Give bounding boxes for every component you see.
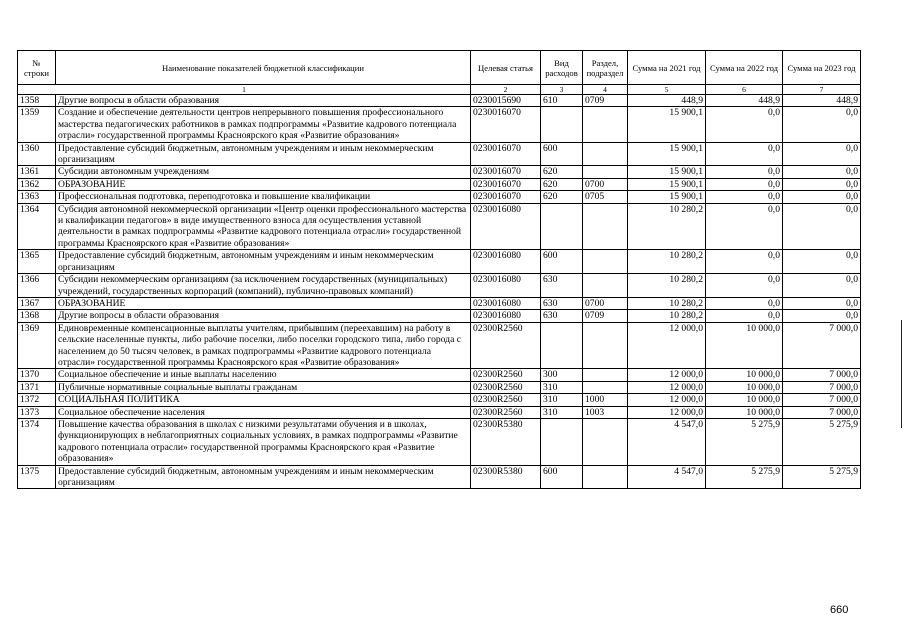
target-article-cell: 02300R2560 <box>471 406 541 418</box>
sum-2022-cell: 10 000,0 <box>706 394 783 406</box>
section-cell: 0709 <box>583 310 628 322</box>
sum-2022-cell: 0,0 <box>706 274 783 298</box>
row-number-cell: 1360 <box>18 142 56 166</box>
row-number-cell: 1369 <box>18 322 56 369</box>
sum-2023-cell: 7 000,0 <box>783 406 861 418</box>
expense-type-cell <box>541 107 583 142</box>
table-row <box>18 310 861 322</box>
sum-2021-cell: 12 000,0 <box>628 394 706 406</box>
sum-2023-cell: 5 275,9 <box>783 465 861 489</box>
sum-2022-cell: 0,0 <box>706 107 783 142</box>
table-row <box>18 418 861 465</box>
section-cell <box>583 203 628 250</box>
sum-2021-cell: 10 280,2 <box>628 297 706 309</box>
table-row <box>18 369 861 381</box>
sum-2021-cell: 15 900,1 <box>628 166 706 178</box>
expense-type-cell: 310 <box>541 406 583 418</box>
expense-type-cell: 620 <box>541 178 583 190</box>
header-sum-2023: Сумма на 2023 год <box>783 51 861 85</box>
table-row <box>18 95 861 107</box>
target-article-cell: 02300R2560 <box>471 369 541 381</box>
table-row <box>18 465 861 489</box>
sum-2023-cell: 7 000,0 <box>783 381 861 393</box>
sum-2023-cell: 0,0 <box>783 178 861 190</box>
table-body <box>18 95 861 489</box>
name-cell: Публичные нормативные социальные выплаты гражданам <box>56 381 471 393</box>
section-cell: 0700 <box>583 178 628 190</box>
row-number-cell: 1364 <box>18 203 56 250</box>
budget-table <box>17 50 861 489</box>
section-cell: 0709 <box>583 95 628 107</box>
sum-2022-cell: 5 275,9 <box>706 418 783 465</box>
expense-type-cell: 620 <box>541 166 583 178</box>
table-row <box>18 178 861 190</box>
header-row-number: № строки <box>18 51 56 85</box>
header-sum-2022: Сумма на 2022 год <box>706 51 783 85</box>
target-article-cell: 0230016080 <box>471 310 541 322</box>
target-article-cell: 02300R2560 <box>471 381 541 393</box>
table-header <box>18 51 861 95</box>
name-cell: Предоставление субсидий бюджетным, автономным учреждениям и иным некоммерческим организациям <box>56 465 471 489</box>
sum-2022-cell: 5 275,9 <box>706 465 783 489</box>
expense-type-cell: 620 <box>541 191 583 203</box>
target-article-cell: 02300R2560 <box>471 322 541 369</box>
row-number-cell: 1368 <box>18 310 56 322</box>
expense-type-cell: 310 <box>541 394 583 406</box>
expense-type-cell: 630 <box>541 310 583 322</box>
sum-2022-cell: 0,0 <box>706 203 783 250</box>
sum-2023-cell: 0,0 <box>783 274 861 298</box>
sum-2022-cell: 0,0 <box>706 297 783 309</box>
column-number: 2 <box>471 85 541 95</box>
sum-2021-cell: 15 900,1 <box>628 191 706 203</box>
row-number-cell: 1366 <box>18 274 56 298</box>
sum-2023-cell: 7 000,0 <box>783 394 861 406</box>
row-number-cell: 1365 <box>18 250 56 274</box>
header-sum-2021: Сумма на 2021 год <box>628 51 706 85</box>
sum-2022-cell: 0,0 <box>706 310 783 322</box>
sum-2023-cell: 0,0 <box>783 191 861 203</box>
table-row <box>18 166 861 178</box>
sum-2023-cell: 7 000,0 <box>783 369 861 381</box>
table-row <box>18 142 861 166</box>
sum-2022-cell: 10 000,0 <box>706 406 783 418</box>
sum-2023-cell: 448,9 <box>783 95 861 107</box>
name-cell: Другие вопросы в области образования <box>56 310 471 322</box>
column-number: 3 <box>541 85 583 95</box>
row-number-cell: 1361 <box>18 166 56 178</box>
table-row <box>18 203 861 250</box>
section-cell: 1000 <box>583 394 628 406</box>
sum-2022-cell: 0,0 <box>706 178 783 190</box>
name-cell: Повышение качества образования в школах с низкими результатами обучения и в школах, функционирующих в неблагоприятных социальных условиях, в рамках подпрограммы «Развитие кадрового потенциала отрасли» государственной программы Красноярского края «Развитие образования» <box>56 418 471 465</box>
section-cell <box>583 322 628 369</box>
table-row <box>18 381 861 393</box>
row-number-cell: 1375 <box>18 465 56 489</box>
table-row <box>18 274 861 298</box>
row-number-cell: 1371 <box>18 381 56 393</box>
name-cell: Субсидии автономным учреждениям <box>56 166 471 178</box>
row-number-cell: 1373 <box>18 406 56 418</box>
column-number: 7 <box>783 85 861 95</box>
sum-2021-cell: 12 000,0 <box>628 369 706 381</box>
section-cell <box>583 418 628 465</box>
sum-2021-cell: 10 280,2 <box>628 250 706 274</box>
expense-type-cell: 600 <box>541 142 583 166</box>
sum-2023-cell: 0,0 <box>783 310 861 322</box>
sum-2023-cell: 0,0 <box>783 142 861 166</box>
section-cell <box>583 107 628 142</box>
name-cell: СОЦИАЛЬНАЯ ПОЛИТИКА <box>56 394 471 406</box>
target-article-cell: 0230016080 <box>471 250 541 274</box>
sum-2023-cell: 7 000,0 <box>783 322 861 369</box>
name-cell: ОБРАЗОВАНИЕ <box>56 178 471 190</box>
expense-type-cell: 300 <box>541 369 583 381</box>
table-row <box>18 191 861 203</box>
column-numbers-row <box>18 85 861 95</box>
scan-edge-mark <box>901 320 902 428</box>
target-article-cell: 0230016070 <box>471 107 541 142</box>
section-cell <box>583 381 628 393</box>
section-cell <box>583 166 628 178</box>
expense-type-cell: 630 <box>541 297 583 309</box>
header-target-article: Целевая статья <box>471 51 541 85</box>
expense-type-cell: 600 <box>541 465 583 489</box>
target-article-cell: 02300R5380 <box>471 465 541 489</box>
expense-type-cell: 600 <box>541 250 583 274</box>
section-cell <box>583 250 628 274</box>
name-cell: Единовременные компенсационные выплаты учителям, прибывшим (переехавшим) на работу в сельские населенные пункты, либо рабочие поселки, либо поселки городского типа, либо города с населением до 50 тысяч человек, в рамках подпрограммы «Развитие кадрового потенциала отрасли» государственной программы Красноярского края «Развитие образования» <box>56 322 471 369</box>
table-row <box>18 107 861 142</box>
expense-type-cell: 610 <box>541 95 583 107</box>
sum-2021-cell: 12 000,0 <box>628 406 706 418</box>
name-cell: Социальное обеспечение населения <box>56 406 471 418</box>
name-cell: Субсидии некоммерческим организациям (за исключением государственных (муниципальных) учреждений, государственных корпораций (компаний), публично-правовых компаний) <box>56 274 471 298</box>
target-article-cell: 0230016070 <box>471 191 541 203</box>
sum-2022-cell: 0,0 <box>706 250 783 274</box>
sum-2022-cell: 0,0 <box>706 166 783 178</box>
header-name: Наименование показателей бюджетной классификации <box>56 51 471 85</box>
sum-2021-cell: 4 547,0 <box>628 418 706 465</box>
sum-2021-cell: 4 547,0 <box>628 465 706 489</box>
sum-2022-cell: 10 000,0 <box>706 381 783 393</box>
name-cell: Социальное обеспечение и иные выплаты населению <box>56 369 471 381</box>
table-row <box>18 322 861 369</box>
sum-2021-cell: 10 280,2 <box>628 274 706 298</box>
sum-2022-cell: 0,0 <box>706 142 783 166</box>
table-row <box>18 250 861 274</box>
budget-table-sheet <box>17 50 860 489</box>
sum-2021-cell: 15 900,1 <box>628 107 706 142</box>
target-article-cell: 0230016080 <box>471 274 541 298</box>
sum-2021-cell: 10 280,2 <box>628 203 706 250</box>
section-cell <box>583 465 628 489</box>
sum-2021-cell: 15 900,1 <box>628 178 706 190</box>
name-cell: ОБРАЗОВАНИЕ <box>56 297 471 309</box>
sum-2023-cell: 0,0 <box>783 297 861 309</box>
table-row <box>18 406 861 418</box>
name-cell: Профессиональная подготовка, переподготовка и повышение квалификации <box>56 191 471 203</box>
page-number: 660 <box>830 604 849 616</box>
row-number-cell: 1359 <box>18 107 56 142</box>
table-row <box>18 394 861 406</box>
row-number-cell: 1358 <box>18 95 56 107</box>
sum-2022-cell: 10 000,0 <box>706 322 783 369</box>
row-number-cell: 1363 <box>18 191 56 203</box>
section-cell <box>583 142 628 166</box>
sum-2021-cell: 448,9 <box>628 95 706 107</box>
sum-2022-cell: 0,0 <box>706 191 783 203</box>
expense-type-cell <box>541 418 583 465</box>
table-row <box>18 297 861 309</box>
column-number: 6 <box>706 85 783 95</box>
target-article-cell: 02300R2560 <box>471 394 541 406</box>
name-cell: Предоставление субсидий бюджетным, автономным учреждениям и иным некоммерческим организациям <box>56 142 471 166</box>
column-number: 5 <box>628 85 706 95</box>
target-article-cell: 0230016080 <box>471 297 541 309</box>
expense-type-cell <box>541 203 583 250</box>
sum-2023-cell: 0,0 <box>783 203 861 250</box>
target-article-cell: 0230016080 <box>471 203 541 250</box>
sum-2021-cell: 10 280,2 <box>628 310 706 322</box>
section-cell <box>583 274 628 298</box>
section-cell: 0700 <box>583 297 628 309</box>
target-article-cell: 0230016070 <box>471 166 541 178</box>
sum-2023-cell: 0,0 <box>783 250 861 274</box>
target-article-cell: 0230016070 <box>471 178 541 190</box>
sum-2022-cell: 10 000,0 <box>706 369 783 381</box>
expense-type-cell: 630 <box>541 274 583 298</box>
row-number-cell: 1374 <box>18 418 56 465</box>
section-cell: 0705 <box>583 191 628 203</box>
expense-type-cell: 310 <box>541 381 583 393</box>
target-article-cell: 0230016070 <box>471 142 541 166</box>
row-number-cell: 1370 <box>18 369 56 381</box>
section-cell: 1003 <box>583 406 628 418</box>
column-number: 1 <box>18 85 471 95</box>
column-number: 4 <box>583 85 628 95</box>
sum-2021-cell: 12 000,0 <box>628 322 706 369</box>
expense-type-cell <box>541 322 583 369</box>
header-expense-type: Вид расходов <box>541 51 583 85</box>
sum-2021-cell: 15 900,1 <box>628 142 706 166</box>
sum-2023-cell: 0,0 <box>783 107 861 142</box>
sum-2022-cell: 448,9 <box>706 95 783 107</box>
target-article-cell: 0230015690 <box>471 95 541 107</box>
row-number-cell: 1367 <box>18 297 56 309</box>
sum-2023-cell: 0,0 <box>783 166 861 178</box>
section-cell <box>583 369 628 381</box>
name-cell: Субсидия автономной некоммерческой организации «Центр оценки профессионального мастерства и квалификации педагогов» в виде имущественного взноса для осуществления уставной деятельности в рамках подпрограммы «Развитие кадрового потенциала отрасли» государственной программы Красноярского края «Развитие образования» <box>56 203 471 250</box>
sum-2023-cell: 5 275,9 <box>783 418 861 465</box>
header-section: Раздел, подраздел <box>583 51 628 85</box>
sum-2021-cell: 12 000,0 <box>628 381 706 393</box>
row-number-cell: 1362 <box>18 178 56 190</box>
target-article-cell: 02300R5380 <box>471 418 541 465</box>
row-number-cell: 1372 <box>18 394 56 406</box>
name-cell: Предоставление субсидий бюджетным, автономным учреждениям и иным некоммерческим организациям <box>56 250 471 274</box>
name-cell: Создание и обеспечение деятельности центров непрерывного повышения профессионального мастерства педагогических работников в рамках подпрограммы «Развитие кадрового потенциала отрасли» государственной программы Красноярского края «Развитие образования» <box>56 107 471 142</box>
name-cell: Другие вопросы в области образования <box>56 95 471 107</box>
